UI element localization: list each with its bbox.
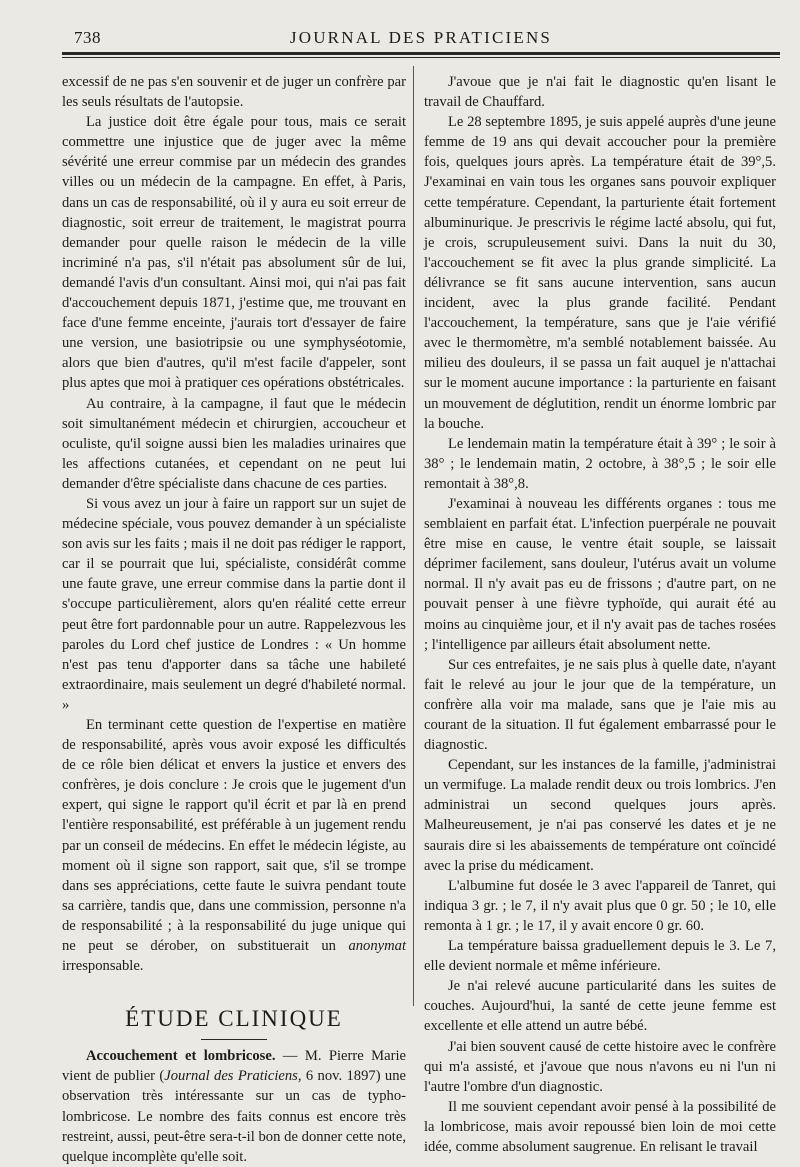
article-intro [62,1046,406,1167]
paragraph: Le 28 septembre 1895, je suis appelé auprès d'une jeune femme de 19 ans qui devait accoucher pour la première fois, quelques jours après. La température était de 39°,5. J'examinai en vain tous les organes sans pouvoir expliquer cette température. Cependant, la parturiente était fortement albuminurique. Je prescrivis le régime lacté absolu, qui fut, je crois, scrupuleusement suivi. Dans la nuit du 30, l'accouchement se fit avec la plus grande simplicité. La délivrance se fit sans aucune intervention, sans aucun incident, avec la plus grande facilité. Pendant l'accouchement, la température, sans que je l'aie vérifié avec le thermomètre, m'a semblé notablement baissée. Au milieu des douleurs, il se passa un fait auquel je n'attachai sur le moment aucune importance : la parturiente en faisant un mouvement de déglutition, rendit un énorme lombric par la bouche. [424,114,776,432]
paragraph: Sur ces entrefaites, je ne sais plus à quelle date, n'ayant fait le relevé au jour le jour que de la température, un confrère alla voir ma malade, sans que je l'aie mis au courant de la situation. Il fut également embarrassé pour le diagnostic. [424,656,776,754]
paragraph: La température baissa graduellement depuis le 3. Le 7, elle devient normale et même inférieure. [424,938,776,975]
paragraph-text: En terminant cette question de l'expertise en matière de responsabilité, après vous avoir exposé les difficultés de ce rôle bien délicat et envers la justice et envers des confrères, je dois conclure : Je crois que le jugement d'un expert, qui signe le rapport qu'il écrit et par là en prend l'entière responsabilité, est préférable à un jugement rendu par un conseil de médecins. En effet le médecin légiste, au moment où il signe son rapport, sait que, s'il se trompe dans ses appréciations, cette faute le suivra pendant toute sa carrière, tandis que, dans une commission, personne n'a de responsabilité ; à la responsabilité du juge unique qui ne peut se dérober, on substituerait un [62,717,406,955]
paragraph: Je n'ai relevé aucune particularité dans les suites de couches. Aujourd'hui, la santé de cette jeune femme est excellente et elle attend un autre bébé. [424,978,776,1035]
paragraph: Cependant, sur les instances de la famille, j'administrai un vermifuge. La malade rendit deux ou trois lombrics. J'en administrai un second quelques jours après. Malheureusement, je n'ai pas conservé les dates et je ne saurais dire si les abaissements de température ont coïncidé avec la prise du médicament. [424,757,776,874]
left-column [62,72,406,1167]
article-intro-text: , 6 nov. 1897) une observation très intéressante sur un cas de typho-lombricose. Le nombre des faits connus est encore très restreint, aussi, peut-être sera-t-il bon de donner cette note, quelque incomplète qu'elle soit. [62,1068,406,1165]
emphasis-anonymat: anonymat [348,938,406,955]
paragraph: La justice doit être égale pour tous, mais ce serait commettre une injustice que de juger avec la même sévérité une erreur commise par un médecin des grandes villes ou un médecin de la campagne. En effet, à Paris, dans un cas de responsabilité, où il y aura eu soit erreur de diagnostic, soit erreur de traitement, le magistrat pourra demander pour quelle raison le médecin de la ville incriminé n'a pas, s'il n'était pas absolument sûr de lui, demandé l'avis d'un consultant. Ainsi moi, qui n'ai pas fait d'accouchement depuis 1871, j'estime que, me trouvant en face d'une femme enceinte, j'aurais tort d'essayer de faire une version, une basiotripsie ou une symphyséotomie, alors que bien d'autres, qu'il m'est facile d'appeler, sont plus aptes que moi à pratiquer ces opérations obstétricales. [62,114,406,392]
paragraph: Au contraire, à la campagne, il faut que le médecin soit simultanément médecin et chirurgien, accoucheur et oculiste, qu'il soigne aussi bien les maladies urinaires que les affections cutanées, et cependant on ne peut lui demander d'être spécialiste dans chacune de ces parties. [62,395,406,492]
paragraph: Le lendemain matin la température était à 39° ; le soir à 38° ; le lendemain matin, 2 octobre, à 38°,5 ; le soir elle remontait à 38°,8. [424,435,776,492]
running-header [62,28,780,50]
paragraph: Il me souvient cependant avoir pensé à la possibilité de la lombricose, mais avoir repoussé bien loin de moi cette idée, comme absolument saugrenue. En relisant le travail [424,1098,776,1155]
article-intro-text: — M. Pierre Marie vient de publier ( [62,1048,406,1085]
journal-citation: Journal des Praticiens [164,1068,298,1085]
paragraph: Si vous avez un jour à faire un rapport sur un sujet de médecine spéciale, vous pouvez demander à un spécialiste son avis sur les faits ; mais il ne doit pas rédiger le rapport, car il se pourrait que lui, spécialiste, considérât comme une faute grave, une erreur commise dans la partie dont il s'occupe particulièrement, alors qu'en réalité cette erreur peut être fort pardonnable pour un autre. Rappelezvous les paroles du Lord chef justice de Londres : « Un homme n'est pas tenu d'apporter dans sa tâche une habileté extraordinaire, mais seulement un degré d'habileté normal. » [62,495,406,713]
paragraph: J'avoue que je n'ai fait le diagnostic qu'en lisant le travail de Chauffard. [424,74,776,111]
right-column [424,72,776,1157]
paragraph: J'ai bien souvent causé de cette histoire avec le confrère qui m'a assisté, et j'avoue que nous n'avons eu ni l'un ni l'autre l'ombre d'un diagnostic. [424,1038,776,1095]
article-title: Accouchement et lombricose. [86,1048,276,1065]
paragraph-text: irresponsable. [62,958,144,975]
paragraph: J'examinai à nouveau les différents organes : tous me semblaient en parfait état. L'infection puerpérale ne pouvait être mise en cause, le ventre était souple, se laissait déprimer facilement, sans douleur, l'utérus avait un volume normal. Il n'y avait pas eu de frissons ; d'autre part, on ne pouvait penser à une fièvre typhoïde, qui aurait été au moins au cinquième jour, et il n'y avait pas de taches rosées ; l'intelligence par ailleurs était absolument nette. [424,495,776,653]
page-number: 738 [74,28,101,47]
section-heading-rule [201,1039,267,1040]
paragraph: excessif de ne pas s'en souvenir et de juger un confrère par les seuls résultats de l'autopsie. [62,74,406,111]
header-rule-thick [62,52,780,55]
column-divider [413,66,414,1006]
paragraph [62,715,406,976]
section-heading: ÉTUDE CLINIQUE [125,1006,343,1032]
header-rule-thin [62,57,780,58]
paragraph: L'albumine fut dosée le 3 avec l'appareil de Tanret, qui indiqua 3 gr. ; le 7, il n'y avait plus que 0 gr. 50 ; le 10, elle remonta à 1 gr. ; le 17, il y avait encore 0 gr. 60. [424,877,776,934]
journal-title: JOURNAL DES PRATICIENS [289,28,553,47]
